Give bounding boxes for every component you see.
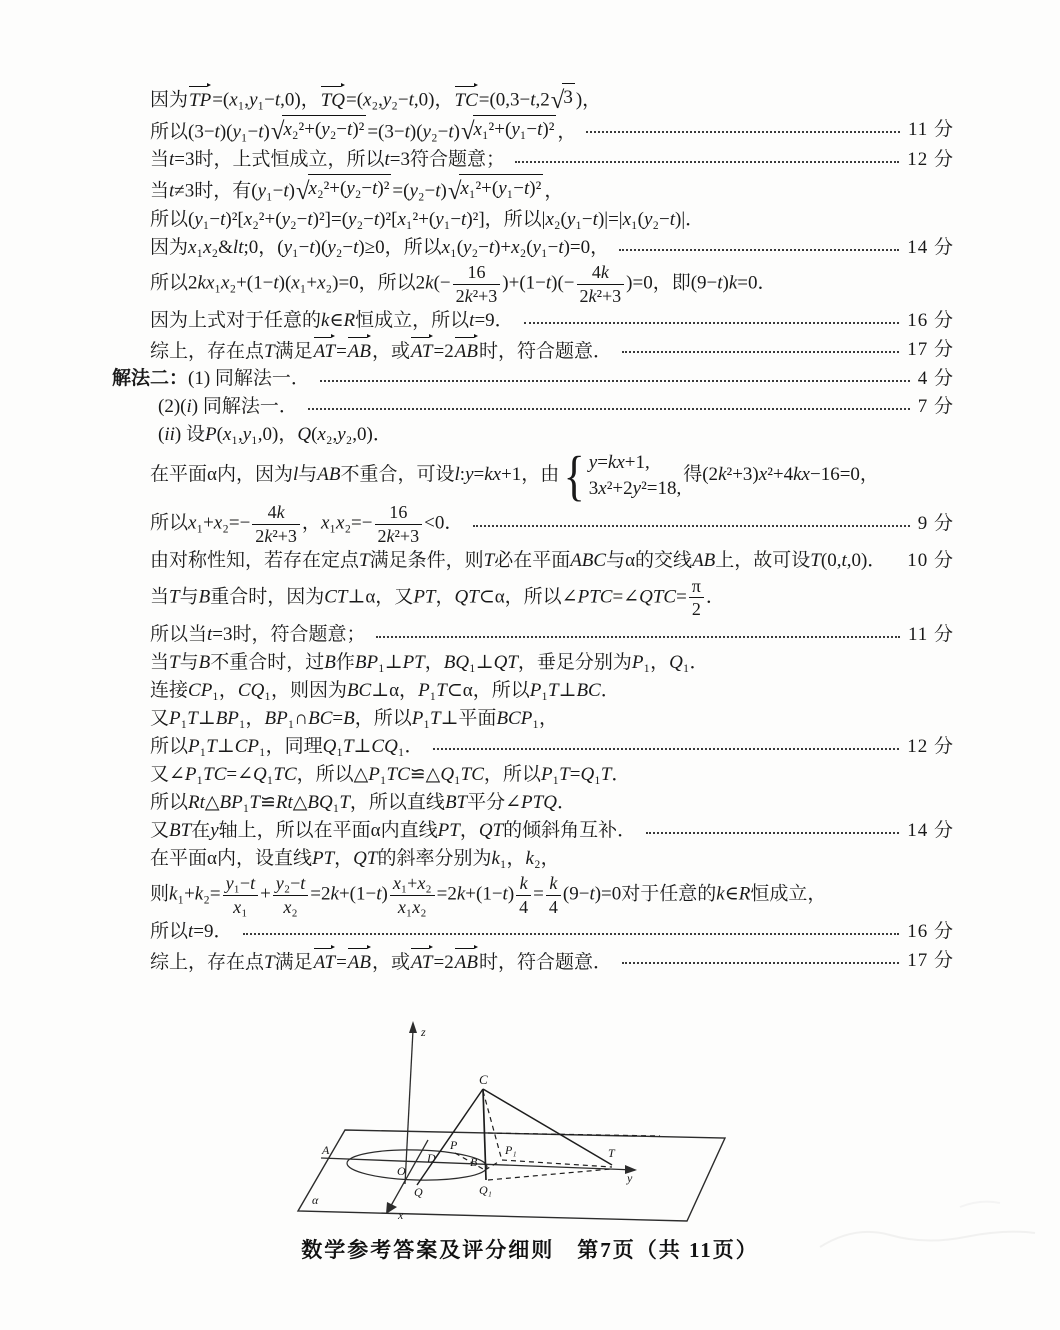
solution-line-text: 又∠P₁TC=∠Q₁TC，所以△P₁TC≌△Q₁TC，所以P₁T=Q₁T． xyxy=(150,763,631,785)
solution-line xyxy=(158,422,954,449)
solution-line xyxy=(150,308,954,335)
solution-line-text: 所以x₁+x₂=− $\frac{4k}{\text{2k²+3}}$ ，x₁x₂=− $\frac{16}{\text{2k²+3}}$ <0． xyxy=(150,502,464,546)
score-marker: 12 分 xyxy=(907,735,954,757)
edge-CB xyxy=(483,1089,486,1180)
dot-leader xyxy=(524,322,900,324)
dot-leader xyxy=(308,408,910,410)
edge-CQ xyxy=(417,1089,483,1185)
figure-label-O: O xyxy=(397,1164,406,1178)
solution-line-text: 综上，存在点T满足AT=AB，或AT=2AB时，符合题意． xyxy=(150,947,612,976)
solution-line xyxy=(112,366,954,393)
solution-line xyxy=(150,705,954,732)
figure-label-y: y xyxy=(627,1171,633,1185)
dot-leader xyxy=(586,131,900,133)
solution-line xyxy=(150,174,954,205)
solution-line-text: 当T与B重合时，因为CT⊥α，又PT，QT⊂α，所以∠PTC=∠QTC= $\frac{\pi}{2}$ ． xyxy=(150,575,725,620)
solution-line xyxy=(150,146,954,173)
figure-label-alpha: α xyxy=(312,1193,319,1207)
solution-line xyxy=(150,761,954,788)
page-footer-text: 数学参考答案及评分细则 第7页（共 11页） xyxy=(301,1238,759,1262)
figure-label-x: x xyxy=(398,1208,404,1222)
score-marker: 11 分 xyxy=(907,623,954,645)
score-marker: 17 分 xyxy=(907,950,954,972)
solution-line-text: 综上，存在点T满足AT=AB，或AT=2AB时，符合题意． xyxy=(150,336,612,365)
figure-label-Q1: Q₁ xyxy=(479,1183,492,1197)
solution-line-text: 所以t=9． xyxy=(150,921,233,943)
solution-line-text: 当t=3时，上式恒成立，所以t=3符合题意； xyxy=(150,148,506,170)
solution-text xyxy=(112,82,954,977)
dot-leader xyxy=(243,933,900,935)
scan-smudge xyxy=(810,1185,1060,1295)
dot-leader xyxy=(515,161,899,163)
dot-leader xyxy=(622,962,899,964)
solution-line-text: 在平面α内，设直线PT，QT的斜率分别为k₁，k₂， xyxy=(150,847,560,869)
solution-line-text: (ii) 设P(x₁,y₁,0)，Q(x₂,y₂,0)． xyxy=(158,424,392,446)
dashed-Q1-T xyxy=(488,1169,611,1180)
score-marker: 16 分 xyxy=(907,310,954,332)
solution-line xyxy=(150,115,954,146)
dot-leader xyxy=(619,249,899,251)
solution-line xyxy=(150,649,954,676)
score-marker: 4 分 xyxy=(917,368,954,390)
dashed-P-B xyxy=(455,1153,483,1169)
solution-line xyxy=(150,947,954,976)
dot-leader xyxy=(646,832,899,834)
score-marker: 14 分 xyxy=(907,236,954,258)
solution-line-text: 又P₁T⊥BP₁，BP₁∩BC=B，所以P₁T⊥平面BCP₁， xyxy=(150,707,558,729)
dot-leader xyxy=(320,380,910,382)
score-marker: 9 分 xyxy=(917,513,954,535)
solution-line xyxy=(150,234,954,261)
edge-CT xyxy=(483,1089,612,1165)
solution-line-text: 所以2kx₁x₂+(1−t)(x₁+x₂)=0，所以2k(− $\frac{16}{\text{2k²+3}}$ )+(1−t)(− $\frac{4k}{\text{2k²+3}}$ )=0，即(9−t)k=0． xyxy=(150,262,777,306)
solution-line xyxy=(150,336,954,365)
solution-line-text: 所以Rt△BP₁T≌Rt△BQ₁T，所以直线BT平分∠PTQ． xyxy=(150,791,576,813)
dot-leader xyxy=(433,748,899,750)
solution-line-text: 解法二：(1) 同解法一． xyxy=(112,368,310,390)
solution-line-text: 因为TP=(x₁,y₁−t,0)，TQ=(x₂,y₂−t,0)，TC=(0,3−t,2 √ 3 )， xyxy=(150,83,601,114)
score-marker: 10 分 xyxy=(907,550,954,572)
solution-line xyxy=(150,444,954,506)
figure-label-T: T xyxy=(608,1146,615,1160)
solution-line-text: 则k₁+k₂= $\frac{\text{y₁−t}}{\text{x₁}}$ + $\frac{\text{y₂−t}}{\text{x₂}}$ =2k+(1−t) $\frac{\text{x₁+x₂}}{\text{x₁x₂}}$ =2k+(1−t) $\frac{k}{4}$ = $\frac{k}{4}$ (9−t)=0对于任意的k∈R恒成立， xyxy=(150,873,827,917)
solution-line xyxy=(150,845,954,872)
ellipse xyxy=(347,1148,488,1182)
dot-leader xyxy=(622,351,899,353)
solution-line-text: 连接CP₁，CQ₁，则因为BC⊥α，P₁T⊂α，所以P₁T⊥BC． xyxy=(150,679,620,701)
figure-label-P: P xyxy=(450,1138,458,1152)
solution-line xyxy=(150,206,954,233)
solution-line xyxy=(150,733,954,760)
figure-label-Q: Q xyxy=(414,1185,423,1199)
solution-line xyxy=(150,502,954,547)
solution-line-text: 所以(3−t)(y₁−t) √ x₂²+(y₂−t)² =(3−t)(y₂−t) √ x₁²+(y₁−t)² ， xyxy=(150,115,576,146)
figure-3d-diagram xyxy=(278,1012,748,1240)
figure-label-P1: P₁ xyxy=(505,1143,517,1157)
figure-label-B: B xyxy=(470,1155,478,1169)
solution-line xyxy=(150,576,954,621)
solution-line xyxy=(150,548,954,575)
solution-line-text: 又BT在y轴上，所以在平面α内直线PT，QT的倾斜角互补． xyxy=(150,819,637,841)
figure-label-z: z xyxy=(421,1025,426,1039)
solution-line-text: 所以当t=3时，符合题意； xyxy=(150,623,366,645)
solution-line xyxy=(150,677,954,704)
solution-line xyxy=(150,919,954,946)
solution-line-text: 由对称性知，若存在定点T满足条件，则T必在平面ABC与α的交线AB上，故可设T(0,t,0)． xyxy=(150,550,887,572)
score-marker: 17 分 xyxy=(907,339,954,361)
solution-line xyxy=(150,789,954,816)
score-marker: 12 分 xyxy=(907,148,954,170)
solution-line xyxy=(150,83,954,114)
y-axis xyxy=(321,1158,635,1170)
solution-line xyxy=(150,873,954,918)
solution-line xyxy=(150,621,954,648)
dot-leader xyxy=(473,525,909,527)
z-axis-arrowhead xyxy=(409,1021,417,1033)
solution-line-text: (2)(i) 同解法一． xyxy=(158,396,298,418)
solution-line-text: 在平面α内，因为l与AB不重合，可设l:y=kx+1，由 { y=kx+1, 3x²+2y²=18, 得(2k²+3)x²+4kx−16=0， xyxy=(150,444,879,506)
solution-line-text: 当T与B不重合时，过B作BP₁⊥PT，BQ₁⊥QT，垂足分别为P₁，Q₁． xyxy=(150,651,709,673)
solution-line-text: 所以(y₁−t)²[x₂²+(y₂−t)²]=(y₂−t)²[x₁²+(y₁−t)²]，所以|x₂(y₁−t)|=|x₁(y₂−t)|． xyxy=(150,208,705,230)
score-marker: 11 分 xyxy=(907,118,954,140)
solution-line-text: 所以P₁T⊥CP₁，同理Q₁T⊥CQ₁． xyxy=(150,735,424,757)
score-marker: 16 分 xyxy=(907,921,954,943)
figure-label-C: C xyxy=(479,1072,488,1087)
solution-line-text: 因为上式对于任意的k∈R恒成立，所以t=9． xyxy=(150,310,514,332)
figure-label-D: D xyxy=(427,1151,436,1165)
score-marker: 14 分 xyxy=(907,819,954,841)
dot-leader xyxy=(376,636,900,638)
score-marker: 7 分 xyxy=(917,396,954,418)
solution-line xyxy=(158,394,954,421)
solution-line xyxy=(150,817,954,844)
solution-line xyxy=(150,262,954,307)
solution-line-text: 因为x₁x₂&lt;0，(y₁−t)(y₂−t)≥0，所以x₁(y₂−t)+x₂(y₁−t)=0， xyxy=(150,236,610,258)
figure-label-A: A xyxy=(322,1143,330,1157)
solution-line-text: 当t≠3时，有(y₁−t) √ x₂²+(y₂−t)² =(y₂−t) √ x₁²+(y₁−t)² ， xyxy=(150,174,563,205)
